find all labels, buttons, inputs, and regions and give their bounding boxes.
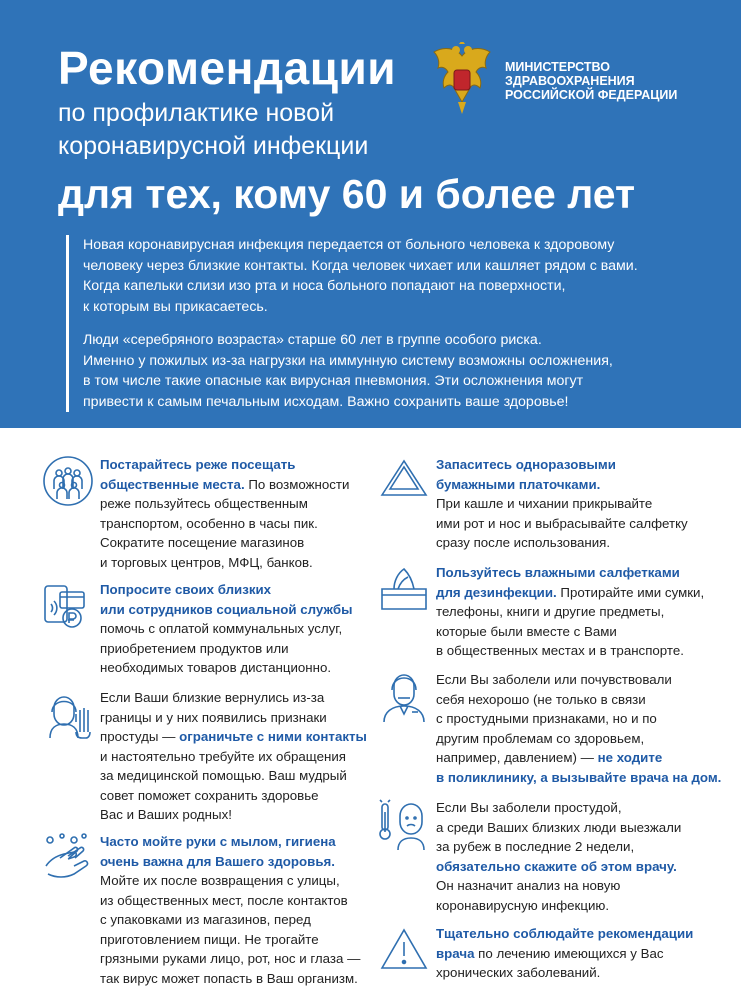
tip-heading: в поликлинику, а вызывайте врача на дом. xyxy=(436,768,711,788)
doctor-icon xyxy=(378,670,430,722)
tip-heading: общественные места. xyxy=(100,477,245,492)
tip-body: за медицинской помощью. Ваш мудрый xyxy=(100,766,350,786)
ministry-line-3: РОССИЙСКОЙ ФЕДЕРАЦИИ xyxy=(505,88,677,102)
tip-body: необходимых товаров дистанционно. xyxy=(100,658,350,678)
tip-heading: не ходите xyxy=(598,750,663,765)
tip-heading: Часто мойте руки с мылом, гигиена xyxy=(100,832,370,852)
thermometer-sick-person-icon xyxy=(378,798,430,850)
tissue-triangle-icon xyxy=(378,455,430,507)
tip-body: а среди Ваших близких люди выезжали xyxy=(436,818,711,838)
tip-heading: Запаситесь одноразовыми xyxy=(436,455,711,475)
intro-paragraph-2 xyxy=(83,330,693,412)
ministry-line-2: ЗДРАВООХРАНЕНИЯ xyxy=(505,74,677,88)
tip-text xyxy=(100,455,350,572)
tip-text xyxy=(436,670,711,787)
tip-text xyxy=(100,688,350,825)
intro-paragraph-1 xyxy=(83,235,693,317)
tip-heading: очень важна для Вашего здоровья. xyxy=(100,852,370,872)
tip-body: Он назначит анализ на новую xyxy=(436,876,711,896)
page-subtitle xyxy=(58,97,368,163)
intro-line: Новая коронавирусная инфекция передается от больного человека к здоровому xyxy=(83,235,693,256)
intro-line: человеку через близкие контакты. Когда человек чихает или кашляет рядом с вами. xyxy=(83,256,693,277)
tip-body: Вас и Ваших родных! xyxy=(100,805,350,825)
header-banner xyxy=(0,0,741,428)
tip-text xyxy=(436,563,711,661)
tip-body: Протирайте ими сумки, xyxy=(557,585,704,600)
tip-body: сразу после использования. xyxy=(436,533,711,553)
tip-body: коронавирусную инфекцию. xyxy=(436,896,711,916)
tip-text xyxy=(436,455,711,553)
tip-body: Если Вы заболели простудой, xyxy=(436,798,711,818)
tip-body: приготовлением пищи. Не трогайте xyxy=(100,930,370,950)
tip-text xyxy=(436,924,711,983)
hand-washing-icon xyxy=(42,832,94,884)
tip-heading: Пользуйтесь влажными салфетками xyxy=(436,563,711,583)
tip-body: так вирус может попасть в Ваш организм. xyxy=(100,969,370,988)
tip-body: Если Вы заболели или почувствовали xyxy=(436,670,711,690)
tip-body: помочь с оплатой коммунальных услуг, xyxy=(100,619,350,639)
ministry-line-1: МИНИСТЕРСТВО xyxy=(505,60,677,74)
tip-body: и торговых центров, МФЦ, банков. xyxy=(100,553,350,573)
tip-body: простуды — xyxy=(100,729,179,744)
tip-heading: для дезинфекции. xyxy=(436,585,557,600)
tip-body: При кашле и чихании прикрывайте xyxy=(436,494,711,514)
tip-heading: или сотрудников социальной службы xyxy=(100,600,350,620)
tip-heading: обязательно скажите об этом врачу. xyxy=(436,857,711,877)
tip-heading: врача xyxy=(436,946,474,961)
tip-body: Если Ваши близкие вернулись из-за xyxy=(100,688,350,708)
tip-body: которые были вместе с Вами xyxy=(436,622,711,642)
tip-text xyxy=(100,580,350,678)
subtitle-line-1: по профилактике новой xyxy=(58,97,368,130)
wipes-box-icon xyxy=(378,563,430,615)
audience-title: для тех, кому 60 и более лет xyxy=(58,170,635,218)
tip-heading: Постарайтесь реже посещать xyxy=(100,455,350,475)
tip-body: Мойте их после возвращения с улицы, xyxy=(100,871,370,891)
tip-body: в общественных местах и в транспорте. xyxy=(436,641,711,661)
tip-heading: Тщательно соблюдайте рекомендации xyxy=(436,924,711,944)
tip-body: реже пользуйтесь общественным xyxy=(100,494,350,514)
tip-heading: бумажными платочками. xyxy=(436,475,711,495)
tip-body: транспортом, особенно в часы пик. xyxy=(100,514,350,534)
tip-heading: Попросите своих близких xyxy=(100,580,350,600)
intro-line: привести к самым печальным исходам. Важно сохранить ваше здоровье! xyxy=(83,392,693,413)
tip-body: например, давлением) — xyxy=(436,750,598,765)
tip-body: по лечению имеющихся у Вас xyxy=(474,946,663,961)
intro-line: Люди «серебряного возраста» старше 60 лет в группе особого риска. xyxy=(83,330,693,351)
tip-body: ими рот и нос и выбрасывайте салфетку xyxy=(436,514,711,534)
intro-line: к которым вы прикасаетесь. xyxy=(83,297,693,318)
tip-body: По возможности xyxy=(245,477,350,492)
payment-card-icon xyxy=(42,580,94,632)
tip-body: грязными руками лицо, рот, нос и глаза — xyxy=(100,949,370,969)
tip-body: и настоятельно требуйте их обращения xyxy=(100,747,350,767)
tip-text xyxy=(100,832,370,988)
tip-body: из общественных мест, после контактов xyxy=(100,891,370,911)
tip-body: себя нехорошо (не только в связи xyxy=(436,690,711,710)
intro-text xyxy=(66,235,693,412)
tip-body: совет поможет сохранить здоровье xyxy=(100,786,350,806)
tip-body: приобретением продуктов или xyxy=(100,639,350,659)
tip-body: хронических заболеваний. xyxy=(436,963,711,983)
tip-text xyxy=(436,798,711,915)
woman-stop-hand-icon xyxy=(42,688,94,740)
intro-line: в том числе такие опасные как вирусная пневмония. Эти осложнения могут xyxy=(83,371,693,392)
subtitle-line-2: коронавирусной инфекции xyxy=(58,130,368,163)
tip-body: телефоны, книги и другие предметы, xyxy=(436,602,711,622)
tip-body: за рубеж в последние 2 недели, xyxy=(436,837,711,857)
warning-triangle-icon xyxy=(378,924,430,976)
tip-body: границы и у них появились признаки xyxy=(100,708,350,728)
crowd-icon xyxy=(42,455,94,507)
russian-eagle-emblem-icon xyxy=(430,42,494,116)
tip-heading: ограничьте с ними контакты xyxy=(179,729,367,744)
tip-body: другим проблемам со здоровьем, xyxy=(436,729,711,749)
tip-body: с простудными признаками, но и по xyxy=(436,709,711,729)
ministry-name xyxy=(505,60,677,102)
tip-body: Сократите посещение магазинов xyxy=(100,533,350,553)
tip-body: с упаковками из магазинов, перед xyxy=(100,910,370,930)
page-title: Рекомендации xyxy=(58,42,396,94)
intro-line: Когда капельки слизи изо рта и носа больного попадают на поверхности, xyxy=(83,276,693,297)
intro-line: Именно у пожилых из-за нагрузки на иммунную систему возможны осложнения, xyxy=(83,351,693,372)
